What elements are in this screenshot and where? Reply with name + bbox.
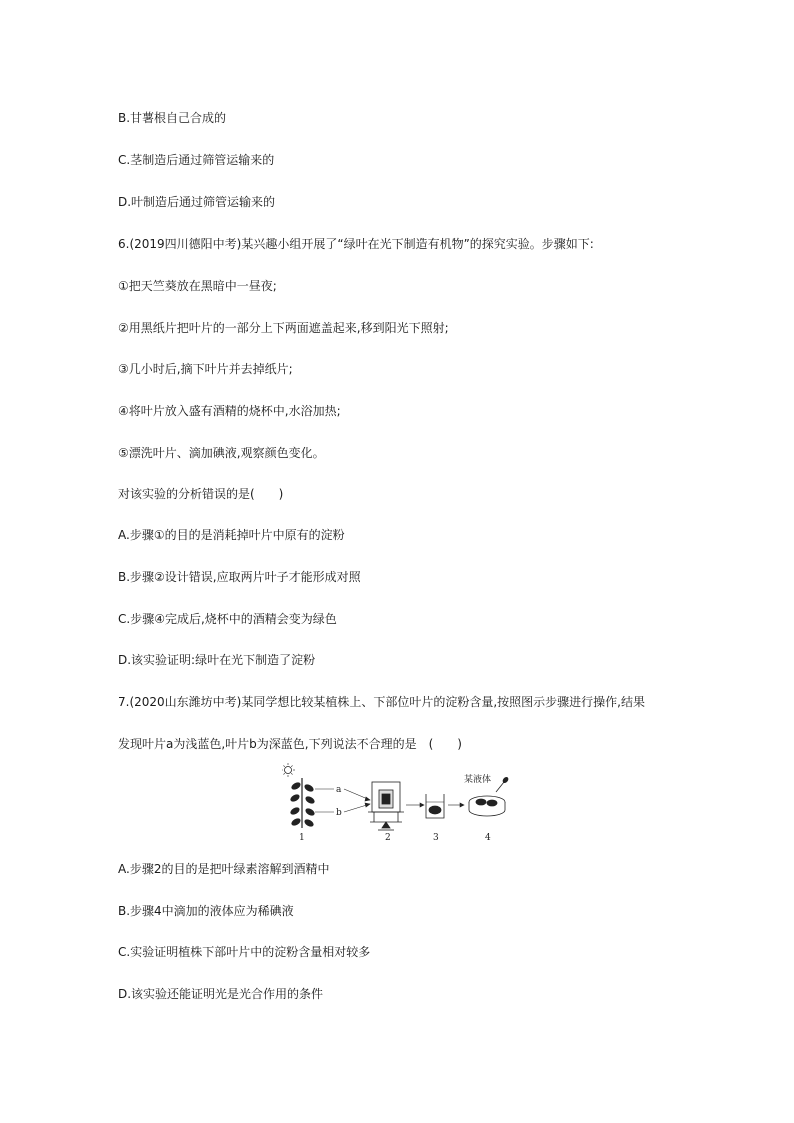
leaf-b-label: b (336, 808, 342, 818)
q7-option-c: C.实验证明植株下部叶片中的淀粉含量相对较多 (118, 945, 371, 959)
q7-option-b: B.步骤4中滴加的液体应为稀碘液 (118, 904, 294, 918)
question-7-stem-cont: 发现叶片a为浅蓝色,叶片b为深蓝色,下列说法不合理的是 ( ) (118, 737, 462, 751)
beaker-icon (426, 794, 444, 818)
step-4-label: 4 (485, 833, 491, 843)
petri-dish-icon (469, 796, 505, 816)
q6-option-a: A.步骤①的目的是消耗掉叶片中原有的淀粉 (118, 528, 345, 542)
water-bath-icon (368, 782, 404, 830)
arrow-icon (448, 803, 464, 807)
q7-option-d: D.该实验还能证明光是光合作用的条件 (118, 987, 324, 1001)
option-d-q5: D.叶制造后通过筛管运输来的 (118, 195, 276, 209)
liquid-label: 某液体 (464, 775, 492, 785)
q6-step-4: ④将叶片放入盛有酒精的烧杯中,水浴加热; (118, 404, 341, 418)
q6-option-c: C.步骤④完成后,烧杯中的酒精会变为绿色 (118, 612, 337, 626)
option-b-q5: B.甘薯根自己合成的 (118, 111, 227, 125)
question-6-stem: 6.(2019四川德阳中考)某兴趣小组开展了“绿叶在光下制造有机物”的探究实验。步骤如下: (118, 237, 594, 251)
option-c-q5: C.茎制造后通过筛管运输来的 (118, 153, 275, 167)
leaf-a-label: a (336, 785, 342, 795)
step-3-label: 3 (433, 833, 439, 843)
arrow-icon (406, 803, 424, 807)
q6-step-3: ③几小时后,摘下叶片并去掉纸片; (118, 362, 293, 376)
q6-step-2: ②用黑纸片把叶片的一部分上下两面遮盖起来,移到阳光下照射; (118, 321, 449, 335)
dropper-icon (496, 776, 509, 792)
step-2-label: 2 (385, 833, 391, 843)
sun-icon (282, 763, 295, 777)
q6-step-5: ⑤漂洗叶片、滴加碘液,观察颜色变化。 (118, 446, 325, 460)
q6-step-1: ①把天竺葵放在黑暗中一昼夜; (118, 279, 277, 293)
q7-option-a: A.步骤2的目的是把叶绿素溶解到酒精中 (118, 862, 330, 876)
step-1-label: 1 (299, 833, 305, 843)
plant-icon (289, 778, 316, 828)
experiment-figure (282, 762, 522, 844)
experiment-diagram (282, 762, 522, 844)
arrow-icon (344, 789, 370, 812)
question-7-stem: 7.(2020山东潍坊中考)某同学想比较某植株上、下部位叶片的淀粉含量,按照图示步骤进行操作,结果 (118, 695, 645, 709)
q6-prompt: 对该实验的分析错误的是( ) (118, 487, 284, 501)
q6-option-d: D.该实验证明:绿叶在光下制造了淀粉 (118, 653, 316, 667)
q6-option-b: B.步骤②设计错误,应取两片叶子才能形成对照 (118, 570, 361, 584)
